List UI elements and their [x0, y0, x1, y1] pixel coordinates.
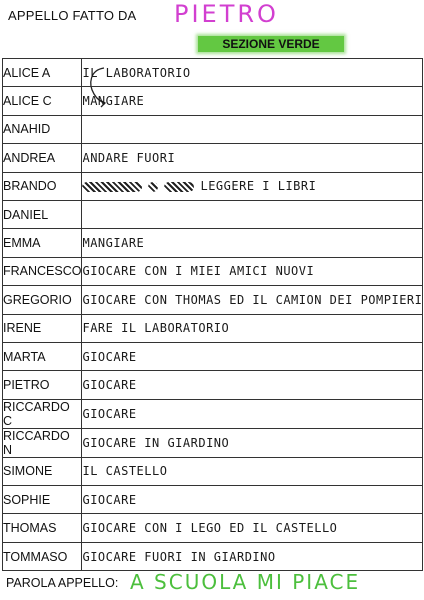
student-answer: MANGIARE [82, 87, 423, 115]
student-answer: GIOCARE [82, 486, 423, 514]
attendance-table [2, 58, 423, 571]
table-row [3, 229, 423, 257]
student-answer: GIOCARE IN GIARDINO [82, 428, 423, 457]
table-row [3, 314, 423, 342]
student-answer: GIOCARE CON THOMAS ED IL CAMION DEI POMPIERI [82, 286, 423, 314]
student-answer: GIOCARE [82, 399, 423, 428]
table-row [3, 257, 423, 285]
scribble-mark [148, 182, 158, 192]
student-answer: GIOCARE [82, 342, 423, 370]
table-row [3, 200, 423, 228]
student-name: RICCARDO N [3, 428, 82, 457]
student-answer: IL LABORATORIO [82, 59, 423, 87]
student-answer: FARE IL LABORATORIO [82, 314, 423, 342]
student-name: EMMA [3, 229, 82, 257]
student-name: FRANCESCO [3, 257, 82, 285]
student-answer: GIOCARE CON I LEGO ED IL CASTELLO [82, 514, 423, 542]
table-row [3, 87, 423, 115]
scribble-mark [82, 182, 142, 192]
student-name: RICCARDO C [3, 399, 82, 428]
student-answer: GIOCARE CON I MIEI AMICI NUOVI [82, 257, 423, 285]
table-row [3, 115, 423, 143]
table-row [3, 428, 423, 457]
student-answer: MANGIARE [82, 229, 423, 257]
student-name: BRANDO [3, 172, 82, 200]
student-name: SIMONE [3, 457, 82, 485]
table-row [3, 59, 423, 87]
student-answer [82, 172, 423, 200]
caller-name: PIETRO [174, 0, 279, 28]
student-name: TOMMASO [3, 542, 82, 570]
password-value: A SCUOLA MI PIACE [130, 570, 361, 594]
student-answer: GIOCARE FUORI IN GIARDINO [82, 542, 423, 570]
student-answer [82, 200, 423, 228]
student-name: MARTA [3, 342, 82, 370]
table-row [3, 286, 423, 314]
student-name: ANAHID [3, 115, 82, 143]
section-highlight: SEZIONE VERDE [198, 36, 344, 52]
password-label: PAROLA APPELLO: [6, 576, 119, 590]
student-name: PIETRO [3, 371, 82, 399]
table-row [3, 514, 423, 542]
student-name: ALICE C [3, 87, 82, 115]
scribble-mark [164, 182, 194, 192]
student-name: ANDREA [3, 144, 82, 172]
student-name: DANIEL [3, 200, 82, 228]
student-name: IRENE [3, 314, 82, 342]
student-name: THOMAS [3, 514, 82, 542]
table-row [3, 542, 423, 570]
header-label: APPELLO FATTO DA [8, 8, 137, 23]
answer-text: LEGGERE I LIBRI [200, 179, 317, 194]
table-row [3, 342, 423, 370]
table-row [3, 371, 423, 399]
table-row [3, 399, 423, 428]
student-name: ALICE A [3, 59, 82, 87]
student-name: SOPHIE [3, 486, 82, 514]
table-row [3, 172, 423, 200]
table-row [3, 486, 423, 514]
student-name: GREGORIO [3, 286, 82, 314]
student-answer [82, 115, 423, 143]
student-answer: GIOCARE [82, 371, 423, 399]
table-row [3, 457, 423, 485]
table-row [3, 144, 423, 172]
student-answer: ANDARE FUORI [82, 144, 423, 172]
student-answer: IL CASTELLO [82, 457, 423, 485]
